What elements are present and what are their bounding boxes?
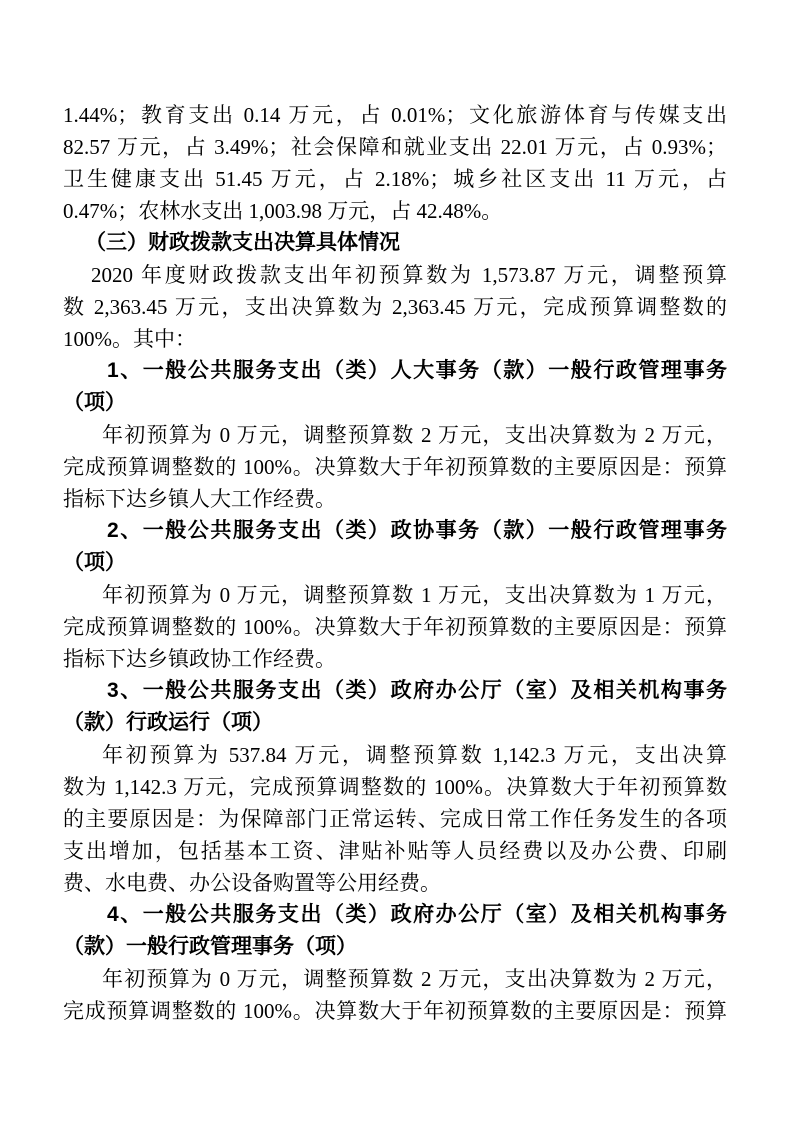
- paragraph-fiscal-allocation-overview: [63, 259, 727, 355]
- item-heading-text: 2、一般公共服务支出（类）政协事务（款）一般行政管理事务: [107, 519, 727, 542]
- item-heading-text: 1、一般公共服务支出（类）人大事务（款）一般行政管理事务: [107, 359, 727, 382]
- text-line: 数 2,363.45 万元，支出决算数为 2,363.45 万元，完成预算调整数的: [63, 295, 727, 319]
- text-line: 完成预算调整数的 100%。决算数大于年初预算数的主要原因是：预算: [63, 615, 727, 639]
- item-heading-text: （项）: [63, 391, 126, 414]
- paragraph-item-1-detail: [63, 419, 727, 515]
- text-line: 年初预算为 0 万元，调整预算数 1 万元，支出决算数为 1 万元，: [102, 583, 727, 607]
- item-heading-text: （项）: [63, 551, 126, 574]
- text-line: 数为 1,142.3 万元，完成预算调整数的 100%。决算数大于年初预算数: [63, 775, 727, 799]
- text-line: 完成预算调整数的 100%。决算数大于年初预算数的主要原因是：预算: [63, 999, 727, 1023]
- heading-item-1: [63, 355, 727, 419]
- paragraph-item-3-detail: [63, 739, 727, 899]
- item-heading-text: （款）一般行政管理事务（项）: [63, 935, 357, 958]
- document-text-column: [63, 99, 727, 1027]
- text-line: 年初预算为 0 万元，调整预算数 2 万元，支出决算数为 2 万元，: [102, 423, 727, 447]
- text-line: 2020 年度财政拨款支出年初预算数为 1,573.87 万元，调整预算: [91, 263, 727, 287]
- text-line: 年初预算为 0 万元，调整预算数 2 万元，支出决算数为 2 万元，: [102, 967, 727, 991]
- text-line: 指标下达乡镇人大工作经费。: [63, 487, 336, 511]
- text-line: 0.47%；农林水支出 1,003.98 万元，占 42.48%。: [63, 199, 503, 223]
- text-line: 指标下达乡镇政协工作经费。: [63, 647, 336, 671]
- item-heading-text: 3、一般公共服务支出（类）政府办公厅（室）及相关机构事务: [107, 679, 727, 702]
- heading-section-3: [63, 227, 727, 259]
- text-line: 卫生健康支出 51.45 万元，占 2.18%；城乡社区支出 11 万元，占: [63, 167, 727, 191]
- text-line: 年初预算为 537.84 万元，调整预算数 1,142.3 万元，支出决算: [102, 743, 727, 767]
- paragraph-item-4-detail: [63, 963, 727, 1027]
- text-line: 费、水电费、办公设备购置等公用经费。: [63, 871, 441, 895]
- text-line: 1.44%；教育支出 0.14 万元，占 0.01%；文化旅游体育与传媒支出: [63, 103, 727, 127]
- item-heading-text: 4、一般公共服务支出（类）政府办公厅（室）及相关机构事务: [107, 903, 727, 926]
- text-line: 100%。其中：: [63, 327, 196, 351]
- text-line: 的主要原因是：为保障部门正常运转、完成日常工作任务发生的各项: [63, 807, 727, 831]
- paragraph-item-2-detail: [63, 579, 727, 675]
- text-line: 支出增加，包括基本工资、津贴补贴等人员经费以及办公费、印刷: [63, 839, 727, 863]
- paragraph-expenditure-summary-continued: [63, 99, 727, 227]
- text-line: 82.57 万元，占 3.49%；社会保障和就业支出 22.01 万元，占 0.93%；: [63, 135, 727, 159]
- section-heading-text: （三）财政拨款支出决算具体情况: [85, 231, 400, 254]
- heading-item-2: [63, 515, 727, 579]
- heading-item-4: [63, 899, 727, 963]
- heading-item-3: [63, 675, 727, 739]
- item-heading-text: （款）行政运行（项）: [63, 711, 273, 734]
- text-line: 完成预算调整数的 100%。决算数大于年初预算数的主要原因是：预算: [63, 455, 727, 479]
